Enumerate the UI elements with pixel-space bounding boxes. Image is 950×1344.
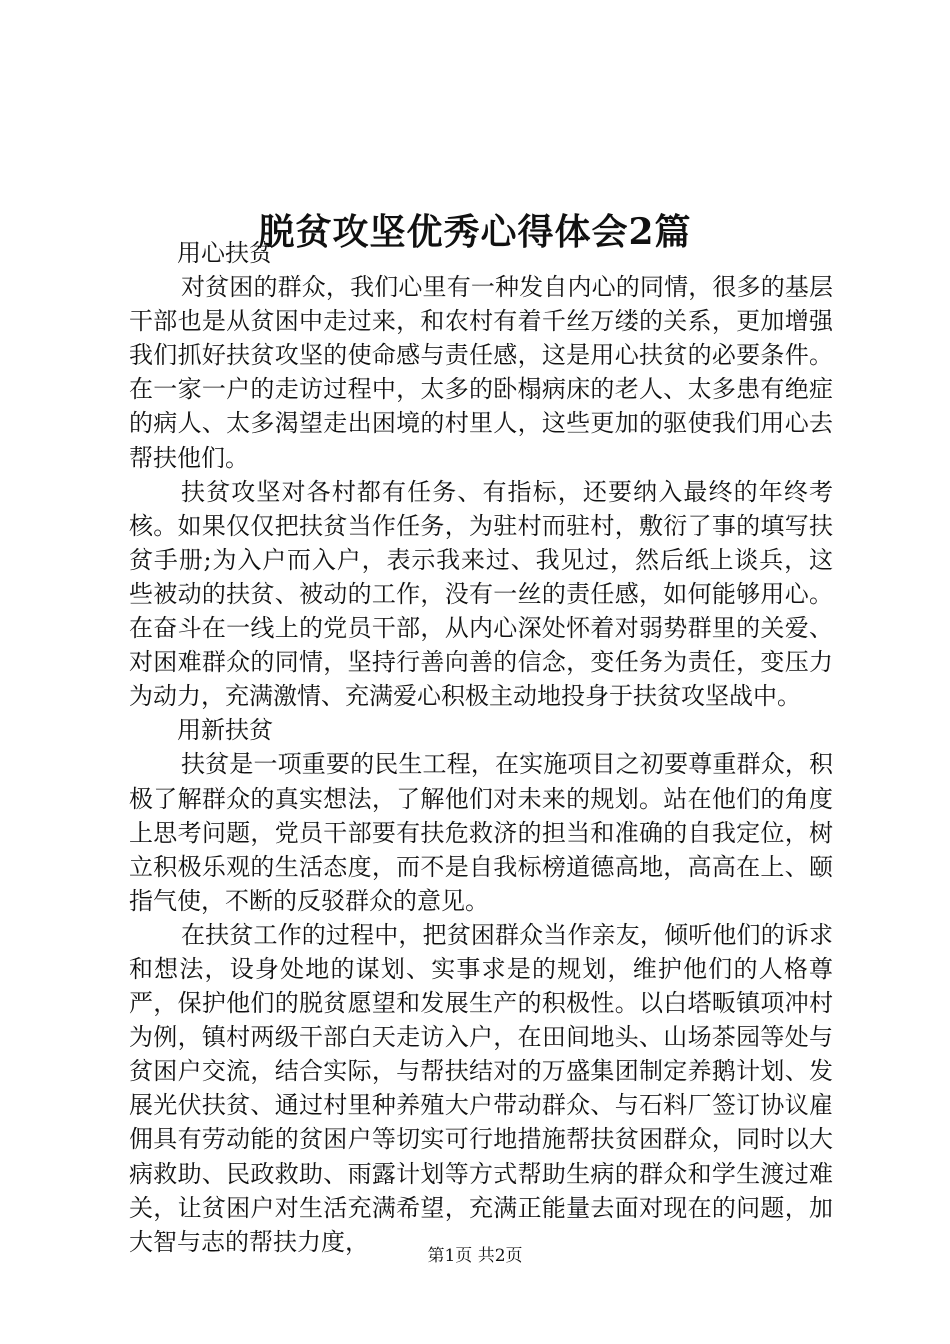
document-body <box>129 236 833 1259</box>
body-paragraph: 在扶贫工作的过程中，把贫困群众当作亲友，倾听他们的诉求和想法，设身处地的谋划、实事求是的规划，维护他们的人格尊严，保护他们的脱贫愿望和发展生产的积极性。以白塔畈镇项冲村为例，镇村两级干部白天走访入户，在田间地头、山场茶园等处与贫困户交流，结合实际，与帮扶结对的万盛集团制定养鹅计划、发展光伏扶贫、通过村里种养殖大户带动群众、与石料厂签订协议雇佣具有劳动能的贫困户等切实可行地措施帮扶贫困群众，同时以大病救助、民政救助、雨露计划等方式帮助生病的群众和学生渡过难关，让贫困户对生活充满希望，充满正能量去面对现在的问题，加大智与志的帮扶力度， <box>129 920 833 1256</box>
section-heading: 用新扶贫 <box>177 716 273 745</box>
body-paragraph: 扶贫是一项重要的民生工程，在实施项目之初要尊重群众，积极了解群众的真实想法，了解他们对未来的规划。站在他们的角度上思考问题，党员干部要有扶危救济的担当和准确的自我定位，树立积极乐观的生活态度，而不是自我标榜道德高地，高高在上、颐指气使，不断的反驳群众的意见。 <box>129 750 833 915</box>
body-paragraph: 对贫困的群众，我们心里有一种发自内心的同情，很多的基层干部也是从贫困中走过来，和农村有着千丝万缕的关系，更加增强我们抓好扶贫攻坚的使命感与责任感，这是用心扶贫的必要条件。在一家一户的走访过程中，太多的卧榻病床的老人、太多患有绝症的病人、太多渴望走出困境的村里人，这些更加的驱使我们用心去帮扶他们。 <box>129 273 833 472</box>
page-number: 第1页 共2页 <box>427 1246 523 1266</box>
section-heading: 用心扶贫 <box>177 239 273 267</box>
body-paragraph: 扶贫攻坚对各村都有任务、有指标，还要纳入最终的年终考核。如果仅仅把扶贫当作任务，为驻村而驻村，敷衍了事的填写扶贫手册;为入户而入户，表示我来过、我见过，然后纸上谈兵，这些被动的扶贫、被动的工作，没有一丝的责任感，如何能够用心。在奋斗在一线上的党员干部，从内心深处怀着对弱势群里的关爱、对困难群众的同情，坚持行善向善的信念，变任务为责任，变压力为动力，充满激情、充满爱心积极主动地投身于扶贫攻坚战中。 <box>129 477 833 711</box>
page-title: 脱贫攻坚优秀心得体会2篇 <box>258 211 692 254</box>
